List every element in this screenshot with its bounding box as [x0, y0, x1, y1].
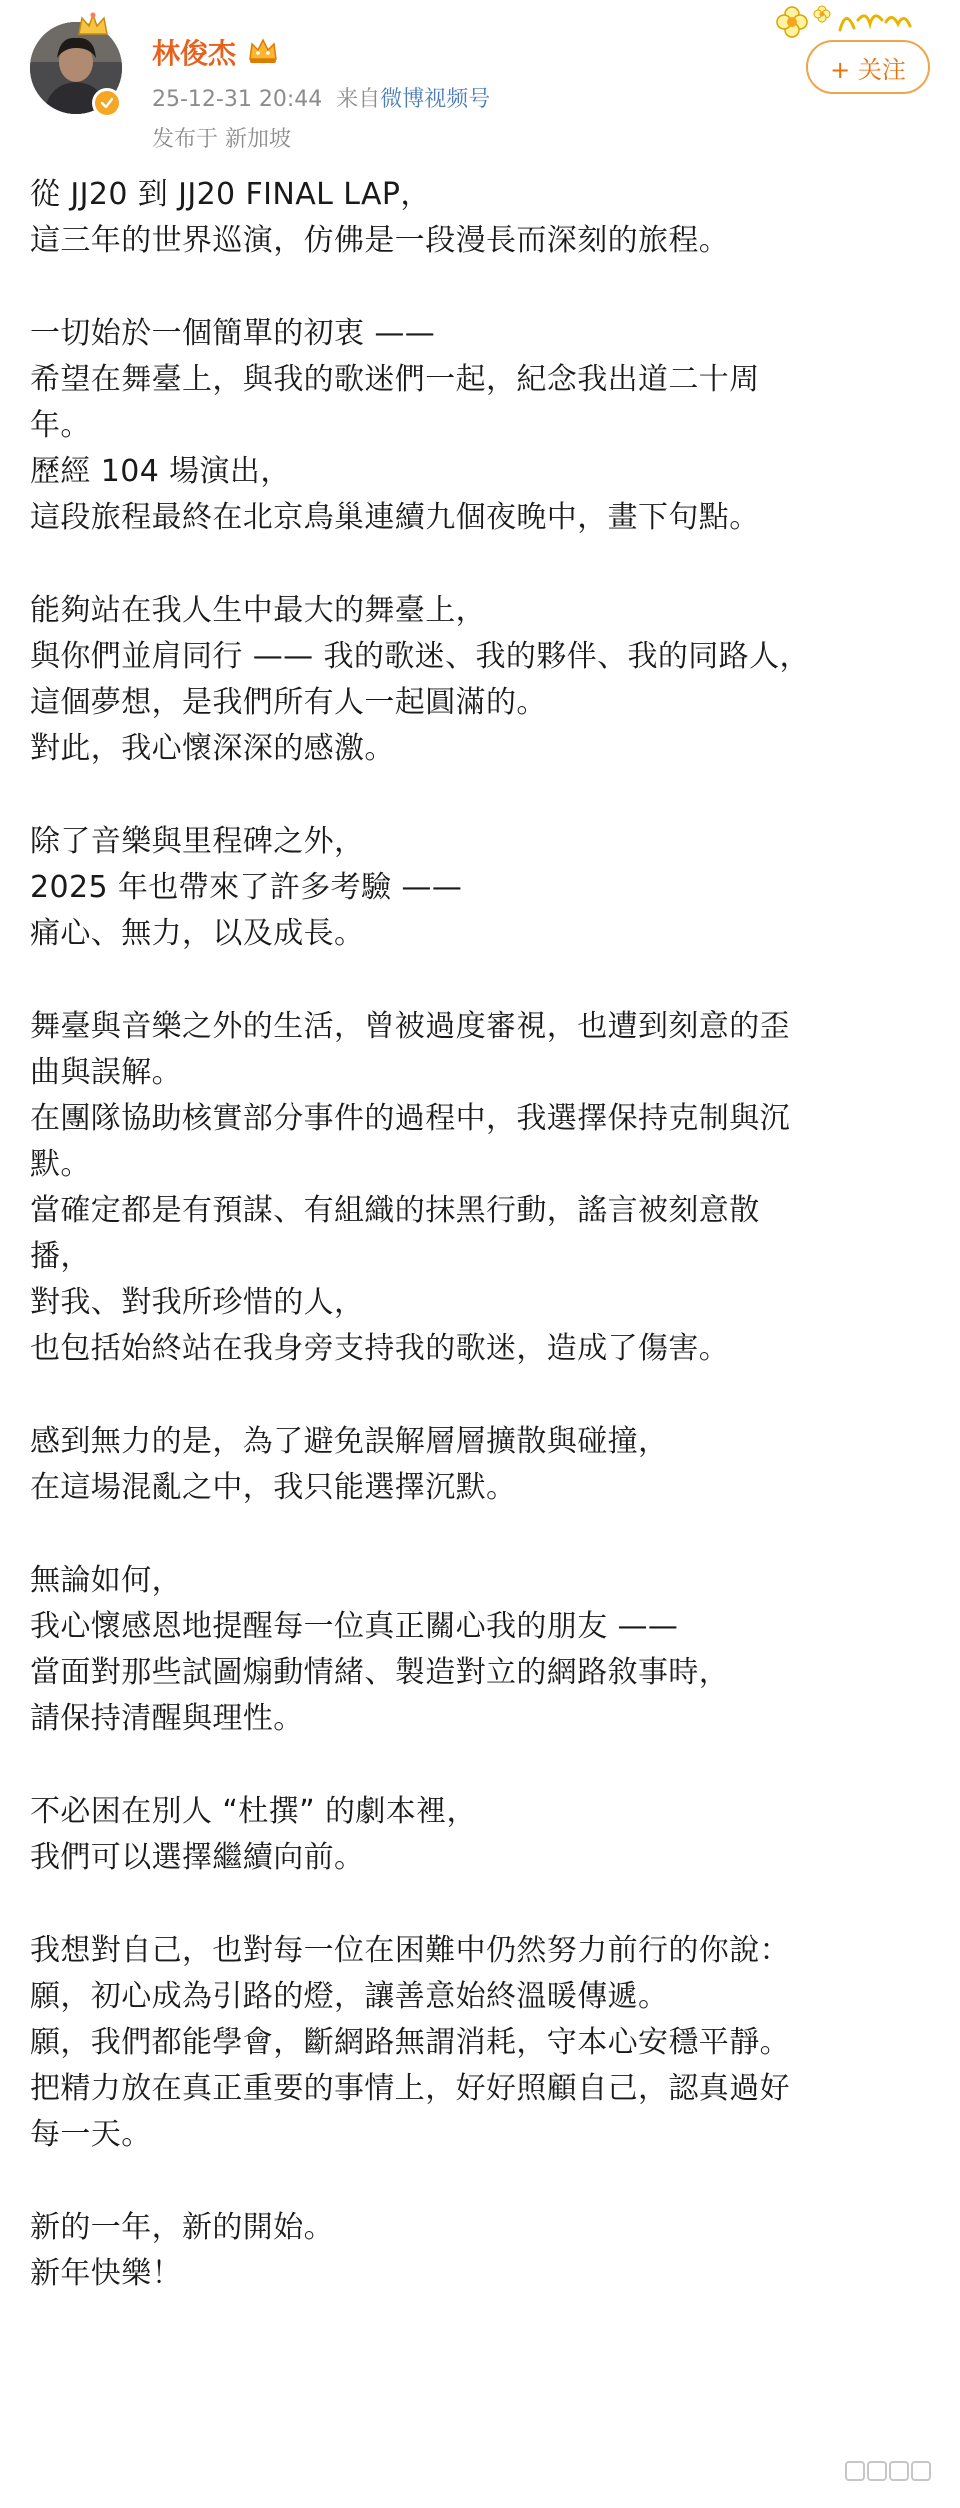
post-paragraph: [30, 172, 930, 264]
post-paragraph: [30, 2205, 930, 2297]
post-text-line: 這個夢想，是我們所有人一起圓滿的。: [30, 685, 547, 720]
post-body: [30, 172, 930, 2344]
watermark-logo: [844, 2456, 934, 2490]
post-text-line: 痛心、無力，以及成長。: [30, 916, 365, 951]
post-text-line: 感到無力的是，為了避免誤解層層擴散與碰撞，: [30, 1424, 669, 1459]
post-text-line: 歷經 104 場演出，: [30, 454, 291, 489]
post-text-line: 2025 年也帶來了許多考驗 ——: [30, 870, 463, 905]
post-text-line: 年。: [30, 408, 91, 443]
post-text-line: 在團隊協助核實部分事件的過程中，我選擇保持克制與沉: [30, 1101, 790, 1136]
post-text-line: 曲與誤解。: [30, 1055, 182, 1090]
post-paragraph: [30, 819, 930, 957]
post-text-line: 默。: [30, 1147, 91, 1182]
post-text-line: 播，: [30, 1239, 91, 1274]
post-text-line: 除了音樂與里程碑之外，: [30, 824, 365, 859]
post-text-line: 當面對那些試圖煽動情緒、製造對立的網路敘事時，: [30, 1655, 730, 1690]
post-location: 发布于 新加坡: [152, 127, 291, 152]
post-text-line: 一切始於一個簡單的初衷 ——: [30, 316, 436, 351]
post-text-line: 把精力放在真正重要的事情上，好好照顧自己，認真過好: [30, 2071, 790, 2106]
post-text-line: 我心懷感恩地提醒每一位真正關心我的朋友 ——: [30, 1609, 679, 1644]
post-paragraph: [30, 1419, 930, 1511]
post-text-line: 與你們並肩同行 —— 我的歌迷、我的夥伴、我的同路人，: [30, 639, 810, 674]
post-text-line: 願，我們都能學會，斷網路無謂消耗，守本心安穩平靜。: [30, 2025, 790, 2060]
post-text-line: 這三年的世界巡演，仿佛是一段漫長而深刻的旅程。: [30, 223, 730, 258]
post-text-line: 每一天。: [30, 2117, 152, 2152]
post-paragraph: [30, 1558, 930, 1742]
post-paragraph: [30, 588, 930, 772]
post-text-line: 能夠站在我人生中最大的舞臺上，: [30, 593, 486, 628]
post-text-line: 當確定都是有預謀、有組織的抹黑行動，謠言被刻意散: [30, 1193, 760, 1228]
post-text-line: 這段旅程最終在北京鳥巢連續九個夜晚中，畫下句點。: [30, 500, 760, 535]
post-text-line: 請保持清醒與理性。: [30, 1701, 304, 1736]
post-text-line: 新的一年，新的開始。: [30, 2210, 334, 2245]
post-text-line: 我想對自己，也對每一位在困難中仍然努力前行的你說：: [30, 1933, 790, 1968]
post-text-line: 在這場混亂之中，我只能選擇沉默。: [30, 1470, 517, 1505]
author-name[interactable]: 林俊杰: [152, 37, 237, 70]
post-text-line: 新年快樂！: [30, 2256, 182, 2291]
follow-button[interactable]: + 关注: [806, 40, 930, 94]
post-paragraph: [30, 311, 930, 541]
source-link[interactable]: 微博视频号: [380, 87, 491, 112]
vip-crown-icon[interactable]: [246, 35, 280, 69]
source-prefix: 来自: [336, 87, 381, 112]
post-text-line: 從 JJ20 到 JJ20 FINAL LAP，: [30, 177, 431, 212]
verified-badge-icon: [92, 88, 122, 118]
post-timestamp: 25-12-31 20:44: [152, 87, 323, 112]
post-paragraph: [30, 1789, 930, 1881]
post-text-line: 希望在舞臺上，與我的歌迷們一起，紀念我出道二十周: [30, 362, 760, 397]
post-text-line: 對我、對我所珍惜的人，: [30, 1285, 365, 1320]
post-paragraph: [30, 1928, 930, 2158]
post-meta: [152, 82, 490, 113]
avatar-crown-icon: [76, 12, 110, 44]
post-text-line: 對此，我心懷深深的感激。: [30, 731, 395, 766]
post-header: [0, 0, 960, 165]
post-text-line: 無論如何，: [30, 1563, 182, 1598]
post-text-line: 也包括始終站在我身旁支持我的歌迷，造成了傷害。: [30, 1331, 730, 1366]
post-text-line: 舞臺與音樂之外的生活，曾被過度審視，也遭到刻意的歪: [30, 1009, 790, 1044]
post-paragraph: [30, 1004, 930, 1372]
post-text-line: 不必困在別人 “杜撰” 的劇本裡，: [30, 1794, 477, 1829]
post-text-line: 願，初心成為引路的燈，讓善意始終溫暖傳遞。: [30, 1979, 669, 2014]
author-row: [152, 32, 280, 72]
post-text-line: 我們可以選擇繼續向前。: [30, 1840, 365, 1875]
